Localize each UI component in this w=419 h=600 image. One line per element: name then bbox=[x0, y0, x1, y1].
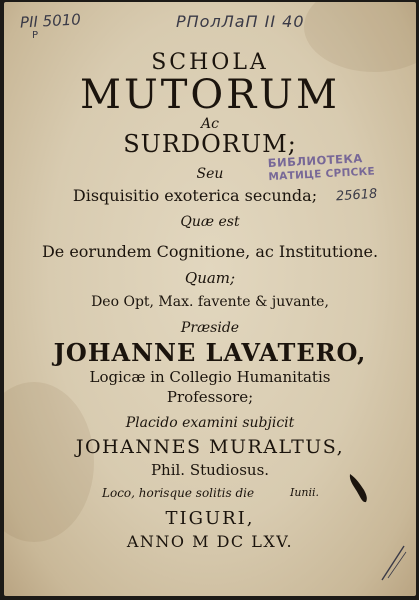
title-page bbox=[4, 2, 416, 596]
author-title: Professore; bbox=[166, 388, 254, 406]
handwritten-shelfmark: PII 5010 bbox=[19, 10, 82, 32]
stamp-number: 25618 bbox=[335, 186, 378, 205]
title-disquisitio: Disquisitio exoterica secunda; bbox=[72, 186, 318, 205]
stamp-line-2: МАТИЦЕ СРПСКЕ bbox=[268, 165, 376, 184]
stamp-line-1: БИБЛИОТЕКА bbox=[267, 151, 364, 171]
respondent-name: JOHANNES MURALTUS, bbox=[75, 436, 345, 458]
imprint-year: ANNO M DC LXV. bbox=[126, 532, 294, 551]
author-position: Logicæ in Collegio Humanitatis bbox=[89, 368, 331, 386]
handwritten-shelfmark-sub: P bbox=[32, 30, 39, 41]
title-quae-est: Quæ est bbox=[180, 214, 240, 230]
author-name: JOHANNE LAVATERO, bbox=[53, 338, 367, 367]
title-ac: Ac bbox=[201, 116, 219, 132]
pencil-mark bbox=[378, 542, 408, 582]
title-schola: SCHOLA bbox=[151, 50, 269, 75]
ink-blot bbox=[346, 472, 372, 506]
title-praeside: Præside bbox=[180, 320, 240, 336]
title-iunii: Iunii. bbox=[290, 486, 320, 499]
title-seu: Seu bbox=[196, 166, 224, 182]
title-cognitione: De eorundem Cognitione, ac Institutione. bbox=[41, 242, 379, 261]
title-deo: Deo Opt, Max. favente & juvante, bbox=[91, 294, 329, 310]
title-loco: Loco, horisque solitis die bbox=[102, 486, 255, 500]
title-placido: Placido examini subjicit bbox=[125, 415, 295, 431]
title-surdorum: SURDORUM; bbox=[123, 130, 297, 158]
respondent-title: Phil. Studiosus. bbox=[150, 461, 270, 479]
title-quam: Quam; bbox=[184, 269, 236, 287]
title-mutorum: MUTORUM bbox=[80, 72, 340, 118]
handwritten-catalog-note: РПолЛаП II 40 bbox=[176, 12, 305, 31]
imprint-city: TIGURI, bbox=[165, 508, 255, 529]
